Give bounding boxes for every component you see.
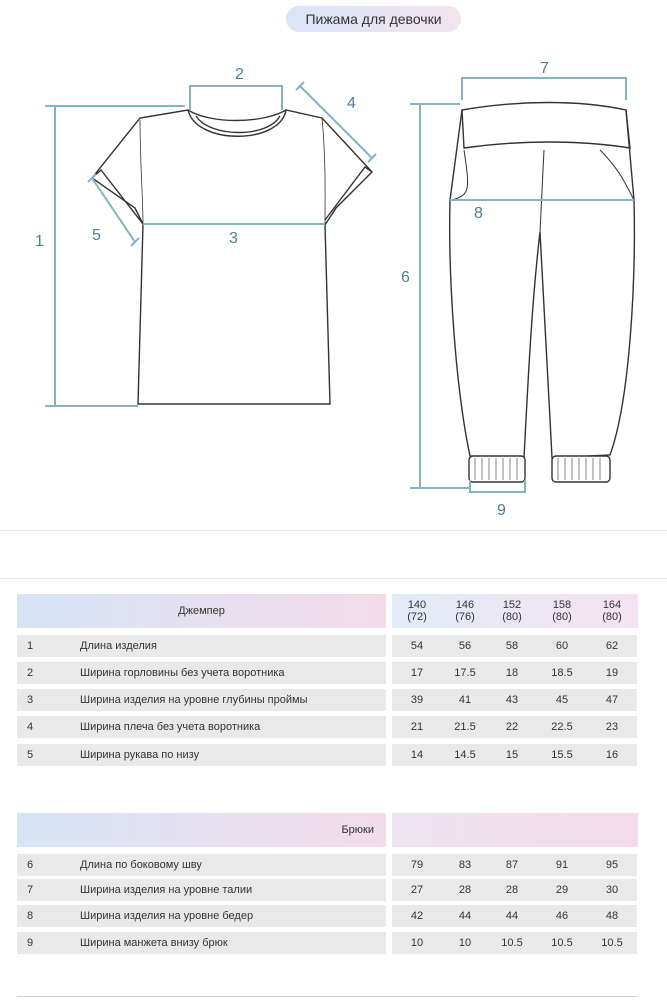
value-cell: 43 — [487, 689, 537, 711]
value-cell: 58 — [487, 635, 537, 657]
value-cell: 28 — [440, 879, 490, 901]
row-label: Длина по боковому шву — [80, 859, 202, 871]
dim-label-3: 3 — [229, 230, 238, 247]
pants-drawing — [450, 103, 635, 483]
value-cell: 79 — [392, 854, 442, 876]
value-cell: 10 — [440, 932, 490, 954]
dim-label-5: 5 — [92, 227, 101, 244]
value-cell: 29 — [537, 879, 587, 901]
row-label: Ширина манжета внизу брюк — [80, 937, 228, 949]
row-label: Ширина изделия на уровне бедер — [80, 910, 254, 922]
value-cell: 56 — [440, 635, 490, 657]
row-number: 9 — [27, 937, 34, 949]
pants-size-header-band — [392, 813, 638, 847]
dim-label-4: 4 — [347, 95, 356, 112]
page-title: Пижама для девочки — [286, 6, 461, 32]
value-cell: 95 — [587, 854, 637, 876]
row-label: Длина изделия — [80, 640, 157, 652]
value-cell: 47 — [587, 689, 637, 711]
value-cell: 27 — [392, 879, 442, 901]
row-number: 3 — [27, 694, 34, 706]
value-cell: 21 — [392, 716, 442, 738]
size-header-158: 158 (80) — [552, 599, 572, 623]
jumper-table-header — [17, 594, 386, 628]
row-label: Ширина горловины без учета воротника — [80, 667, 285, 679]
row-number: 2 — [27, 667, 34, 679]
value-cell: 48 — [587, 905, 637, 927]
row-label: Ширина рукава по низу — [80, 749, 200, 761]
value-cell: 54 — [392, 635, 442, 657]
dim-label-2: 2 — [235, 66, 244, 83]
dim-label-8: 8 — [474, 205, 483, 222]
row-number: 5 — [27, 749, 34, 761]
value-cell: 83 — [440, 854, 490, 876]
jumper-header-label: Джемпер — [178, 605, 225, 617]
value-cell: 60 — [537, 635, 587, 657]
value-cell: 28 — [487, 879, 537, 901]
value-cell: 15.5 — [537, 744, 587, 766]
row-label: Ширина изделия на уровне глубины проймы — [80, 694, 308, 706]
value-cell: 44 — [487, 905, 537, 927]
dim-label-7: 7 — [540, 60, 549, 77]
value-cell: 16 — [587, 744, 637, 766]
section-divider — [0, 530, 667, 531]
value-cell: 22 — [487, 716, 537, 738]
value-cell: 21.5 — [440, 716, 490, 738]
row-label: Ширина изделия на уровне талии — [80, 884, 253, 896]
row-number: 7 — [27, 884, 34, 896]
value-cell: 62 — [587, 635, 637, 657]
dim-label-9: 9 — [497, 502, 506, 519]
size-header-164: 164 (80) — [602, 599, 622, 623]
value-cell: 22.5 — [537, 716, 587, 738]
value-cell: 18.5 — [537, 662, 587, 684]
value-cell: 17.5 — [440, 662, 490, 684]
section-divider — [0, 578, 667, 579]
value-cell: 10.5 — [487, 932, 537, 954]
value-cell: 10.5 — [537, 932, 587, 954]
pants-table-header — [17, 813, 386, 847]
value-cell: 41 — [440, 689, 490, 711]
value-cell: 44 — [440, 905, 490, 927]
value-cell: 14.5 — [440, 744, 490, 766]
value-cell: 42 — [392, 905, 442, 927]
value-cell: 46 — [537, 905, 587, 927]
value-cell: 14 — [392, 744, 442, 766]
value-cell: 15 — [487, 744, 537, 766]
value-cell: 18 — [487, 662, 537, 684]
bottom-divider — [17, 996, 637, 997]
value-cell: 10 — [392, 932, 442, 954]
row-number: 4 — [27, 721, 34, 733]
row-number: 1 — [27, 640, 34, 652]
value-cell: 45 — [537, 689, 587, 711]
value-cell: 10.5 — [587, 932, 637, 954]
value-cell: 30 — [587, 879, 637, 901]
tshirt-drawing — [92, 110, 372, 404]
value-cell: 91 — [537, 854, 587, 876]
row-number: 8 — [27, 910, 34, 922]
dim-label-1: 1 — [35, 233, 44, 250]
value-cell: 19 — [587, 662, 637, 684]
value-cell: 17 — [392, 662, 442, 684]
size-header-140: 140 (72) — [407, 599, 427, 623]
size-header-152: 152 (80) — [502, 599, 522, 623]
value-cell: 39 — [392, 689, 442, 711]
value-cell: 87 — [487, 854, 537, 876]
row-number: 6 — [27, 859, 34, 871]
value-cell: 23 — [587, 716, 637, 738]
row-label: Ширина плеча без учета воротника — [80, 721, 261, 733]
size-header-146: 146 (76) — [455, 599, 475, 623]
dim-label-6: 6 — [401, 269, 410, 286]
pants-header-label: Брюки — [341, 824, 374, 836]
